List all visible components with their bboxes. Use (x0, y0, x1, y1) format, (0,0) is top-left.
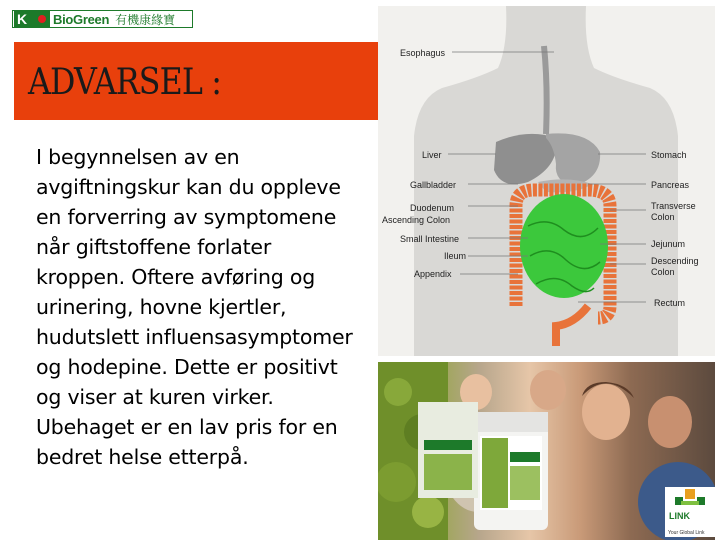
link-logo-text: LINK (669, 511, 690, 521)
label-appendix: Appendix (414, 269, 452, 279)
esophagus-shape (544, 46, 547, 134)
label-descending-colon-2: Colon (651, 267, 675, 277)
label-liver: Liver (422, 150, 442, 160)
label-transverse-colon-1: Transverse (651, 201, 696, 211)
digestive-system-diagram (378, 6, 715, 356)
person-face (530, 370, 566, 410)
warning-body-text: I begynnelsen av en avgiftningskur kan du oppleve en forverring av symptomene når giftstoffene forlater kroppen. Oftere avføring og urinering, hovne kjertler, hudutslett influensasymptomer og hodepine. Dette er positivt og viser at kuren virker. Ubehaget er en lav pris for en bedret helse etterpå. (36, 145, 353, 469)
label-jejunum: Jejunum (651, 239, 686, 249)
link-logo-tagline: Your Global Link (668, 530, 705, 536)
label-ascending-colon: Ascending Colon (382, 215, 451, 225)
label-descending-colon-1: Descending (651, 256, 699, 266)
biogreen-logo (12, 10, 193, 28)
logo-dot-icon (38, 15, 46, 23)
logo-brand-text: BioGreen (53, 11, 110, 27)
small-intestine-shape (520, 194, 608, 298)
label-transverse-colon-2: Colon (651, 212, 675, 222)
person-face (582, 384, 630, 440)
logo-chinese-text: 有機康緣寶 (115, 12, 176, 27)
label-ileum: Ileum (444, 251, 467, 261)
label-rectum: Rectum (654, 298, 686, 308)
label-gallbladder: Gallbladder (410, 180, 457, 190)
label-duodenum: Duodenum (410, 203, 455, 213)
label-stomach: Stomach (651, 150, 687, 160)
logo-mark-icon (14, 11, 50, 27)
label-pancreas: Pancreas (651, 180, 690, 190)
logo-mark-letter: K (17, 11, 28, 27)
slide-title: ADVARSEL : (28, 62, 221, 103)
person-face (648, 396, 692, 448)
label-esophagus: Esophagus (400, 48, 446, 58)
product-bottle (474, 412, 548, 530)
label-small-intestine: Small Intestine (400, 234, 460, 244)
